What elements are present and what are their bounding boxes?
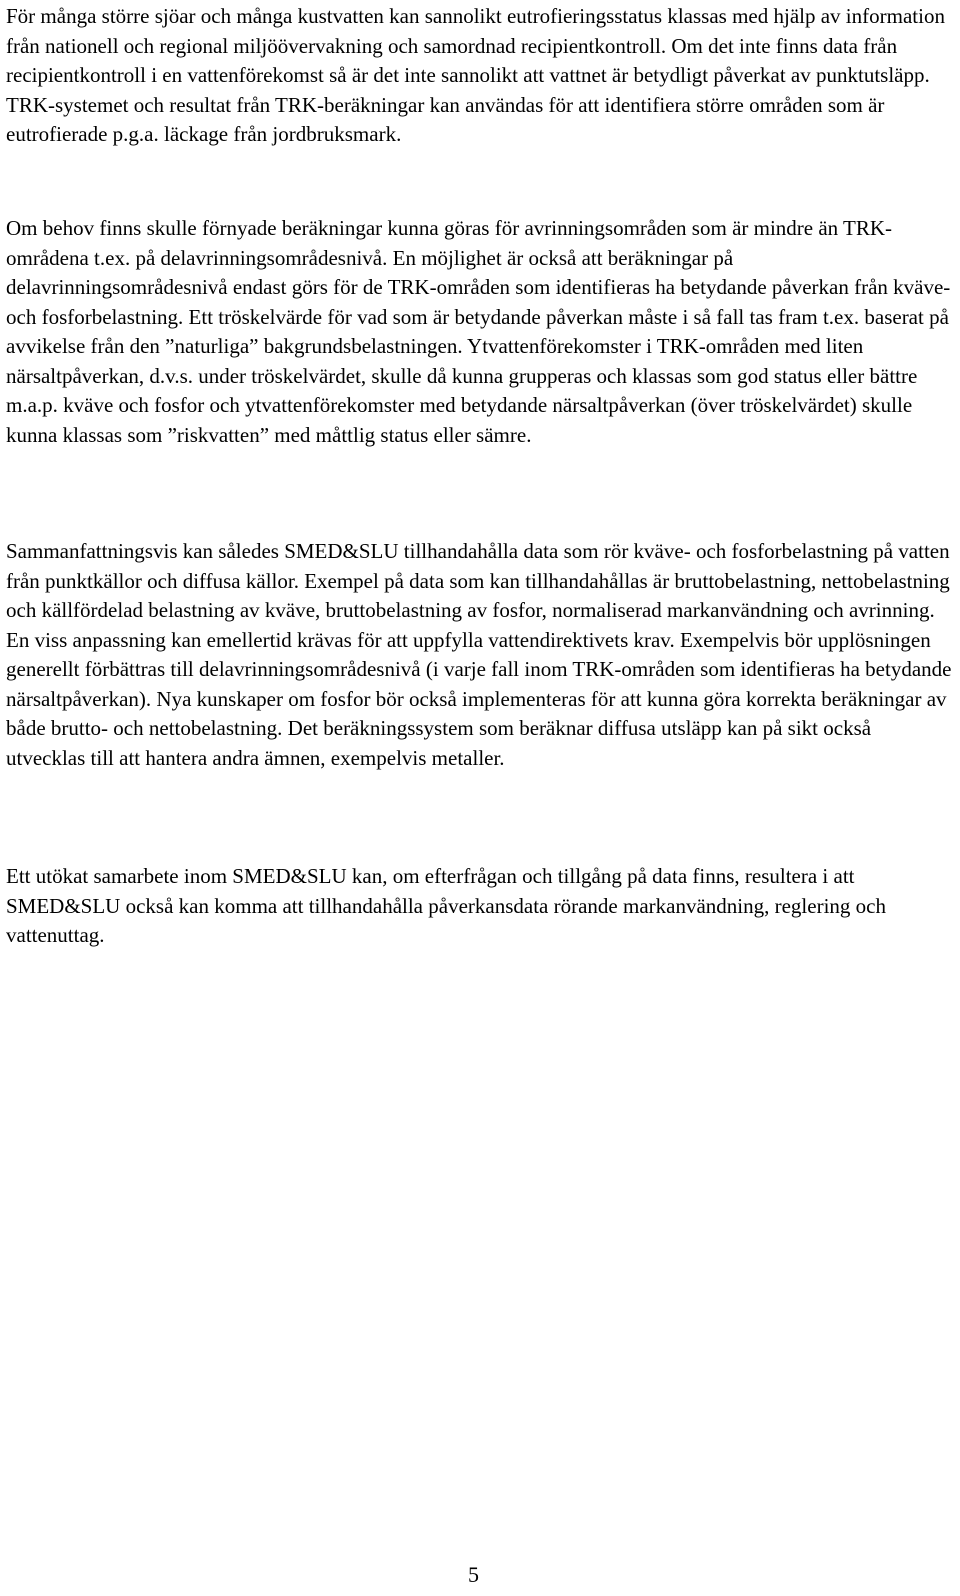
paragraph-summary: Sammanfattningsvis kan således SMED&SLU tillhandahålla data som rör kväve- och fosforbelastning på vatten från punktkällor och diffusa källor. Exempel på data som kan tillhandahållas är bruttobelastning, nettobelastning och källfördelad belastning av kväve, bruttobelastning av fosfor, normaliserad markanvändning och avrinning. En viss anpassning kan emellertid krävas för att uppfylla vattendirektivets krav. Exempelvis bör upplösningen generellt förbättras till delavrinningsområdesnivå (i varje fall inom TRK-områden som identifieras ha betydande närsaltpåverkan). Nya kunskaper om fosfor bör också implementeras för att kunna göra korrekta beräkningar av både brutto- och nettobelastning. Det beräkningssystem som beräknar diffusa utsläpp kan på sikt också utvecklas till att hantera andra ämnen, exempelvis metaller.: [6, 539, 952, 770]
page-number: 5: [468, 1562, 479, 1587]
paragraph-new-calculations: Om behov finns skulle förnyade beräkningar kunna göras för avrinningsområden som är mindre än TRK-områdena t.ex. på delavrinningsområdesnivå. En möjlighet är också att beräkningar på delavrinningsområdesnivå endast görs för de TRK-områden som identifieras ha betydande påverkan från kväve- och fosforbelastning. Ett tröskelvärde för vad som är betydande påverkan måste i så fall tas fram t.ex. baserat på avvikelse från den ”naturliga” bakgrundsbelastningen. Ytvattenförekomster i TRK-områden med liten närsaltpåverkan, d.v.s. under tröskelvärdet, skulle då kunna grupperas och klassas som god status eller bättre m.a.p. kväve och fosfor och ytvattenförekomster med betydande närsaltpåverkan (över tröskelvärdet) skulle kunna klassas som ”riskvatten” med måttlig status eller sämre.: [6, 216, 951, 447]
paragraph-eutrophication-status: För många större sjöar och många kustvatten kan sannolikt eutrofieringsstatus klassas med hjälp av information från nationell och regional miljöövervakning och samordnad recipientkontroll. Om det inte finns data från recipientkontroll i en vattenförekomst så är det inte sannolikt att vattnet är betydligt påverkat av punktutsläpp. TRK-systemet och resultat från TRK-beräkningar kan användas för att identifiera större områden som är eutrofierade p.g.a. läckage från jordbruksmark.: [6, 4, 945, 146]
paragraph-extended-cooperation: Ett utökat samarbete inom SMED&SLU kan, om efterfrågan och tillgång på data finns, resultera i att SMED&SLU också kan komma att tillhandahålla påverkansdata rörande markanvändning, reglering och vattenuttag.: [6, 864, 886, 947]
